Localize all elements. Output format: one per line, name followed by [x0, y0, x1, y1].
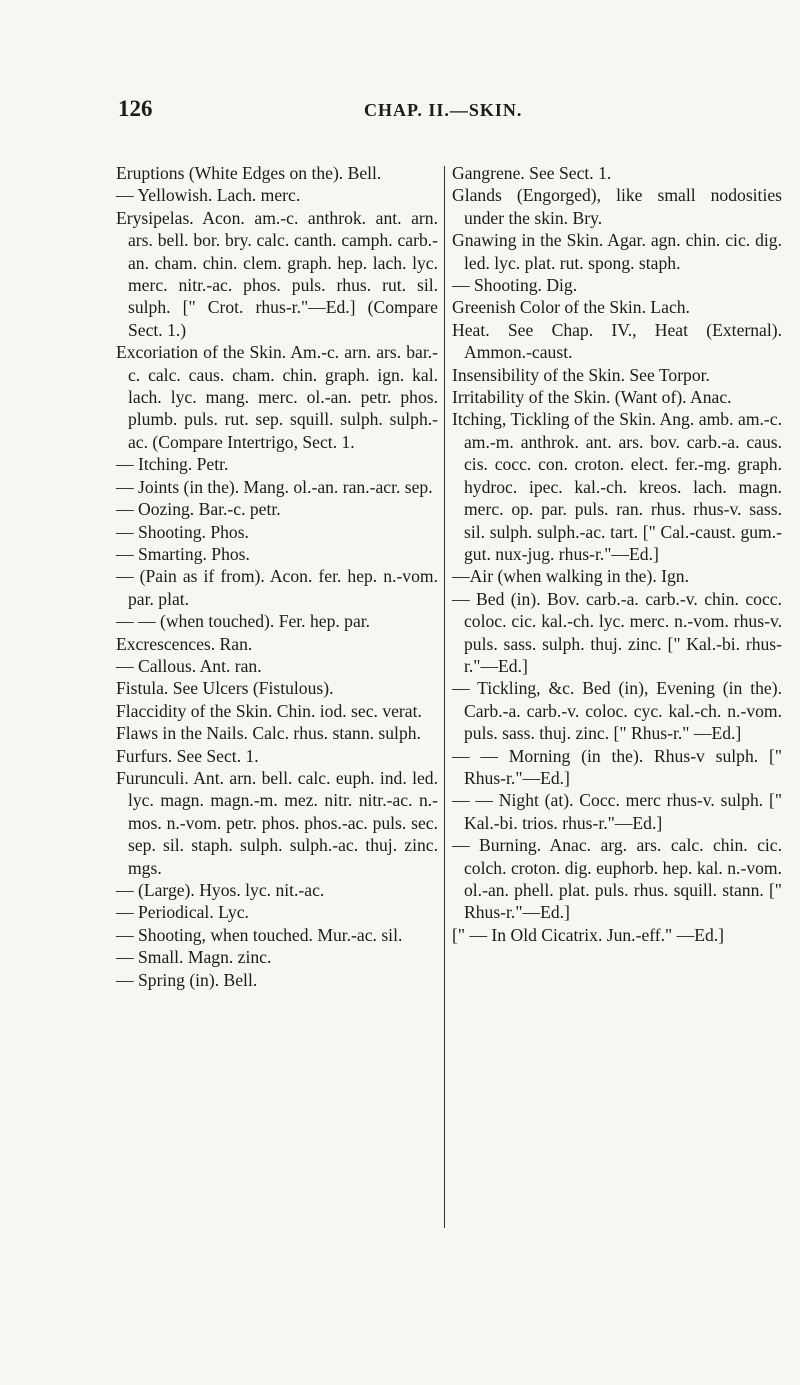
entry: — Burning. Anac. arg. ars. calc. chin. cic. colch. croton. dig. euphorb. hep. kal. n.-vom. ol.-an. phell. plat. puls. rhus. squill. stann. [" Rhus-r."—Ed.]: [452, 835, 782, 923]
entry: Erysipelas. Acon. am.-c. anthrok. ant. arn. ars. bell. bor. bry. calc. canth. camph. carb.-an. cham. chin. clem. graph. hep. lach. lyc. merc. nitr.-ac. phos. puls. rhus. rut. sil. sulph. [" Crot. rhus-r."—Ed.] (Compare Sect. 1.): [116, 207, 438, 340]
entry: Furfurs. See Sect. 1.: [116, 745, 259, 766]
entry: — — Night (at). Cocc. merc rhus-v. sulph. [" Kal.-bi. trios. rhus-r."—Ed.]: [452, 790, 782, 833]
entry: — Shooting. Phos.: [116, 521, 249, 542]
entry: — (Large). Hyos. lyc. nit.-ac.: [116, 880, 325, 900]
page-number: 126: [118, 96, 153, 121]
entry: Greenish Color of the Skin. Lach.: [452, 297, 690, 318]
entry: — Shooting. Dig.: [452, 275, 578, 296]
entry: — Smarting. Phos.: [116, 543, 250, 564]
entry: Heat. See Chap. IV., Heat (External). Ammon.-caust.: [452, 319, 782, 363]
entry: —Air (when walking in the). Ign.: [452, 566, 689, 587]
entry: Gangrene. See Sect. 1.: [452, 163, 612, 183]
entry: — Yellowish. Lach. merc.: [116, 185, 301, 206]
entry: Glands (Engorged), like small nodosities under the skin. Bry.: [452, 185, 782, 228]
entry: [" — In Old Cicatrix. Jun.-eff." —Ed.]: [452, 924, 725, 945]
entry: Flaws in the Nails. Calc. rhus. stann. sulph.: [116, 723, 421, 744]
entry: Itching, Tickling of the Skin. Ang. amb. am.-c. am.-m. anthrok. ant. ars. bov. carb.-a. caus. cis. cocc. con. croton. elect. fer.-mg. graph. hydroc. ipec. kal.-ch. kreos. lach. magn. merc. op. par. puls. ran. rhus. rhus-v. sass. sil. sulph. sulph.-ac. tart. [" Cal.-caust. gum.-gut. nux-jug. rhus-r."—Ed.]: [452, 409, 782, 564]
entry: — — Morning (in the). Rhus-v sulph. [" Rhus-r."—Ed.]: [452, 745, 782, 788]
right-column: [452, 162, 782, 946]
entry: — Joints (in the). Mang. ol.-an. ran.-acr. sep.: [116, 476, 433, 497]
entry: — Oozing. Bar.-c. petr.: [116, 499, 281, 520]
entry: — — (when touched). Fer. hep. par.: [116, 611, 371, 632]
entry: — Bed (in). Bov. carb.-a. carb.-v. chin. cocc. coloc. cic. kal.-ch. lyc. merc. n.-vom. rhus-v. puls. sass. sulph. thuj. zinc. [" Kal.-bi. rhus-r."—Ed.]: [452, 588, 782, 676]
entry: — Shooting, when touched. Mur.-ac. sil.: [116, 924, 403, 945]
column-divider: [444, 166, 445, 1228]
entry: — Callous. Ant. ran.: [116, 655, 262, 676]
entry: Insensibility of the Skin. See Torpor.: [452, 364, 710, 385]
left-column: [116, 162, 438, 991]
entry: — Periodical. Lyc.: [116, 902, 249, 923]
entry: — (Pain as if from). Acon. fer. hep. n.-vom. par. plat.: [116, 566, 438, 609]
entry: Furunculi. Ant. arn. bell. calc. euph. ind. led. lyc. magn. magn.-m. mez. nitr. nitr.-ac. n.-mos. n.-vom. petr. phos. phos.-ac. puls. sec. sep. sil. staph. sulph. sulph.-ac. thuj. zinc. mgs.: [116, 767, 438, 878]
entry: — Spring (in). Bell.: [116, 969, 258, 990]
entry: Gnawing in the Skin. Agar. agn. chin. cic. dig. led. lyc. plat. rut. spong. staph.: [452, 230, 782, 273]
entry: Irritability of the Skin. (Want of). Anac.: [452, 387, 732, 408]
entry: — Itching. Petr.: [116, 454, 229, 475]
entry: — Tickling, &c. Bed (in), Evening (in the). Carb.-a. carb.-v. coloc. cyc. kal.-ch. n.-vom. puls. sass. thuj. zinc. [" Rhus-r." —Ed.]: [452, 678, 782, 744]
entry: Excrescences. Ran.: [116, 633, 253, 654]
entry: — Small. Magn. zinc.: [116, 947, 272, 968]
entry: Fistula. See Ulcers (Fistulous).: [116, 678, 334, 699]
entry: Excoriation of the Skin. Am.-c. arn. ars. bar.-c. calc. caus. cham. chin. graph. ign. kal. lach. lyc. mang. merc. ol.-an. petr. phos. plumb. puls. rut. sep. squill. sulph. sulph.-ac. (Compare Intertrigo, Sect. 1.: [116, 342, 438, 452]
running-head: CHAP. II.—SKIN.: [364, 100, 523, 120]
entry: Eruptions (White Edges on the). Bell.: [116, 163, 382, 183]
entry: Flaccidity of the Skin. Chin. iod. sec. verat.: [116, 700, 422, 721]
page-header: [118, 96, 740, 130]
